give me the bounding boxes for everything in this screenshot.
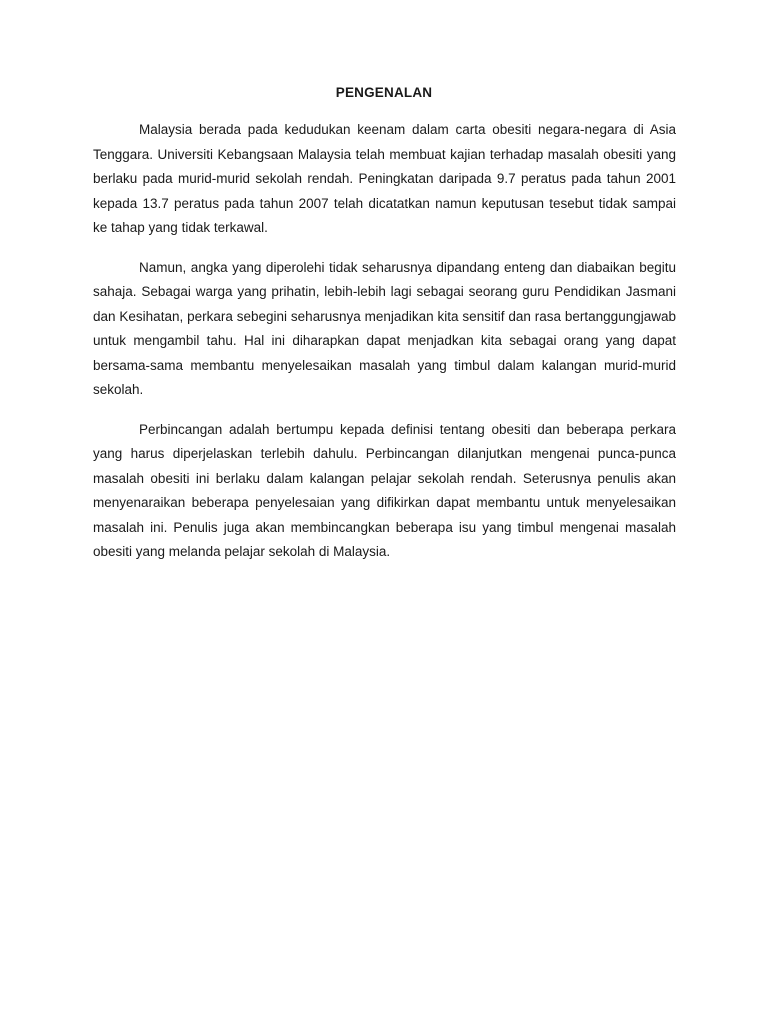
document-body: [93, 118, 676, 580]
paragraph-3: Perbincangan adalah bertumpu kepada definisi tentang obesiti dan beberapa perkara yang harus diperjelaskan terlebih dahulu. Perbincangan dilanjutkan mengenai punca-punca masalah obesiti ini berlaku dalam kalangan pelajar sekolah rendah. Seterusnya penulis akan menyenaraikan beberapa penyelesaian yang difikirkan dapat membantu untuk menyelesaikan masalah ini. Penulis juga akan membincangkan beberapa isu yang timbul mengenai masalah obesiti yang melanda pelajar sekolah di Malaysia.: [93, 421, 676, 559]
paragraph-1: Malaysia berada pada kedudukan keenam dalam carta obesiti negara-negara di Asia Tenggara. Universiti Kebangsaan Malaysia telah membuat kajian terhadap masalah obesiti yang berlaku pada murid-murid sekolah rendah. Peningkatan daripada 9.7 peratus pada tahun 2001 kepada 13.7 peratus pada tahun 2007 telah dicatatkan namun keputusan tesebut tidak sampai ke tahap yang tidak terkawal.: [93, 122, 676, 235]
paragraph-2: Namun, angka yang diperolehi tidak seharusnya dipandang enteng dan diabaikan begitu sahaja. Sebagai warga yang prihatin, lebih-lebih lagi sebagai seorang guru Pendidikan Jasmani dan Kesihatan, perkara sebegini seharusnya menjadikan kita sensitif dan rasa bertanggungjawab untuk mengambil tahu. Hal ini diharapkan dapat menjadkan kita sebagai orang yang dapat bersama-sama membantu menyelesaikan masalah yang timbul dalam kalangan murid-murid sekolah.: [93, 259, 676, 397]
document-title: PENGENALAN: [335, 85, 433, 100]
